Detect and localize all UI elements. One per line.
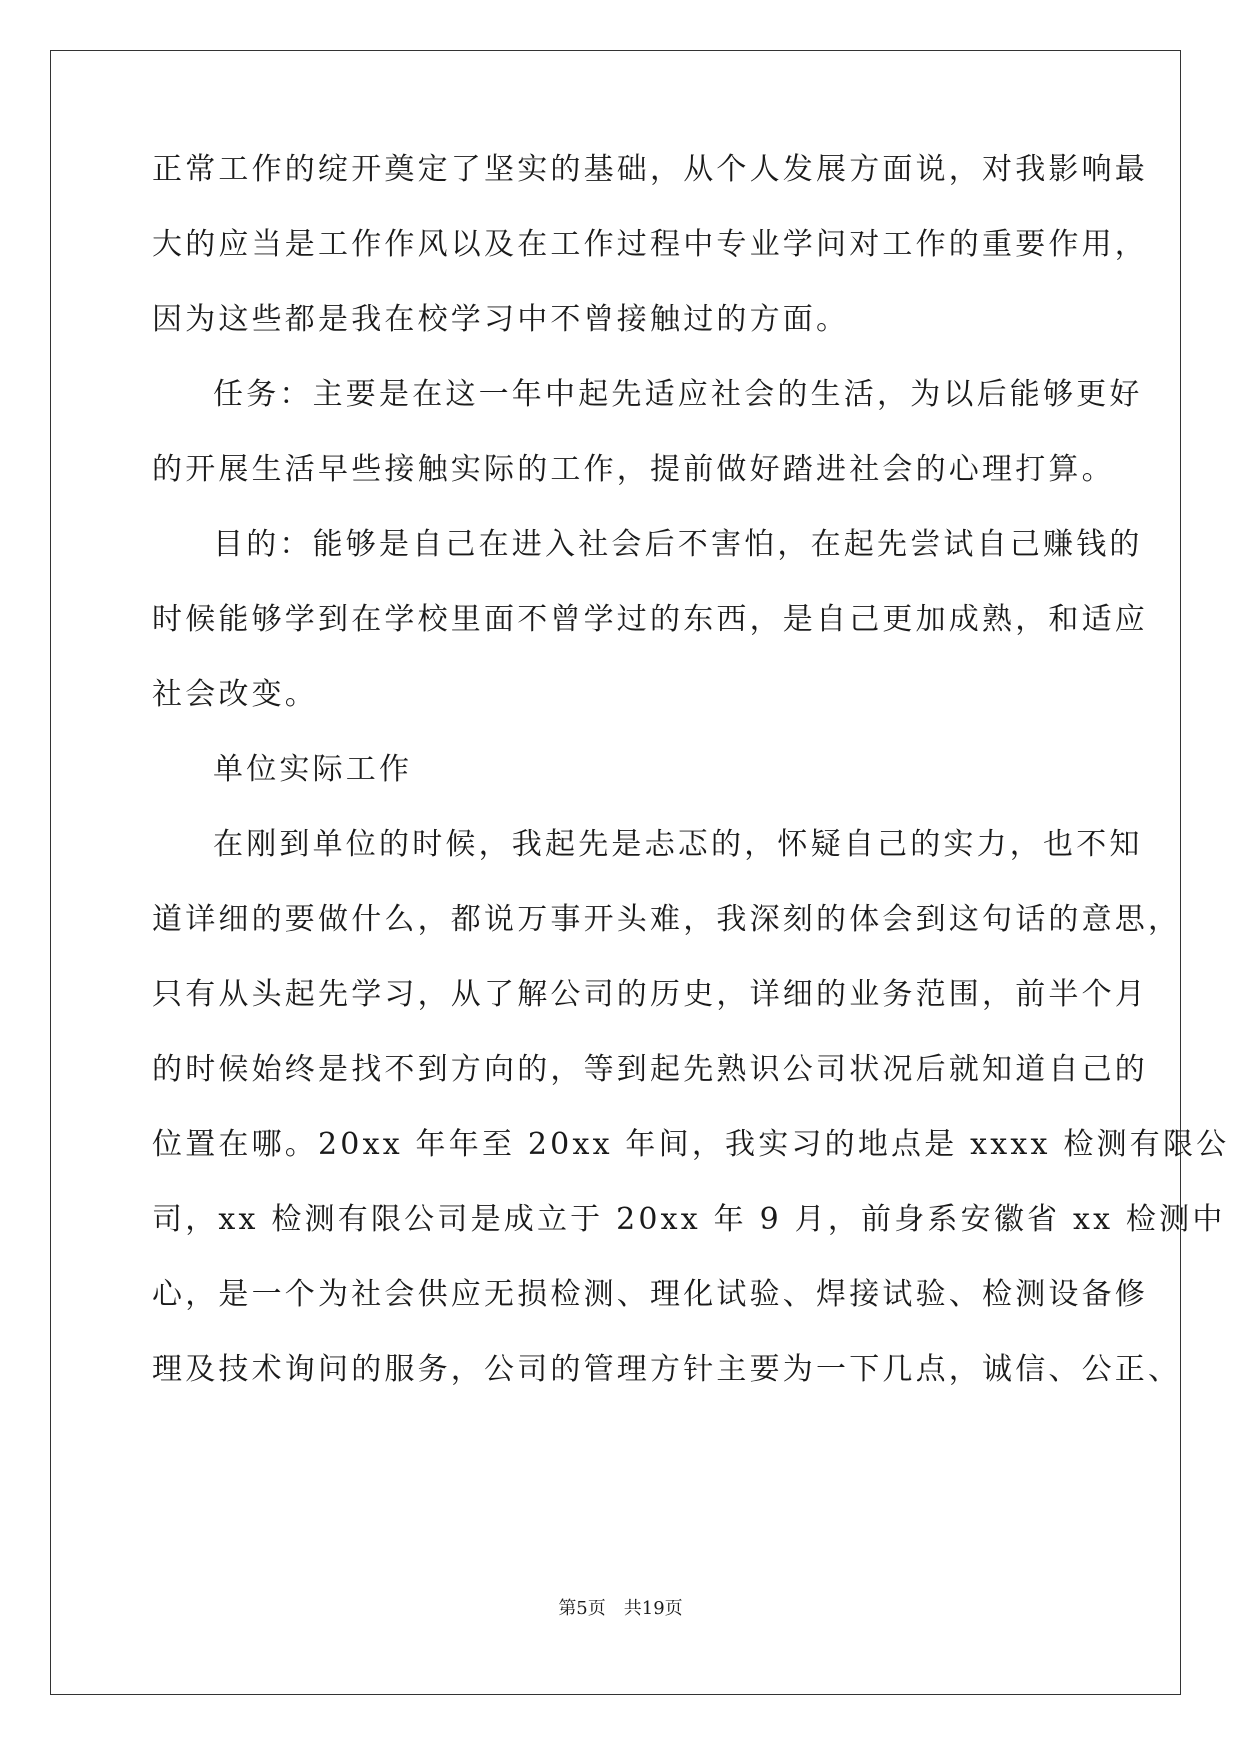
text-line-2: 大的应当是工作作风以及在工作过程中专业学问对工作的重要作用，: [152, 227, 1148, 262]
current-page-number: 第5页: [558, 1598, 606, 1619]
total-pages: 共19页: [623, 1598, 683, 1619]
text-line-14: 位置在哪。20xx 年年至 20xx 年间，我实习的地点是 xxxx 检测有限公: [152, 1127, 1230, 1162]
text-line-3: 因为这些都是我在校学习中不曾接触过的方面。: [152, 302, 850, 337]
text-line-5: 的开展生活早些接触实际的工作，提前做好踏进社会的心理打算。: [152, 452, 1115, 487]
text-line-8: 社会改变。: [152, 677, 318, 712]
text-line-15: 司，xx 检测有限公司是成立于 20xx 年 9 月，前身系安徽省 xx 检测中: [152, 1202, 1226, 1237]
text-line-10: 在刚到单位的时候，我起先是忐忑的，怀疑自己的实力，也不知: [213, 827, 1143, 862]
text-line-12: 只有从头起先学习，从了解公司的历史，详细的业务范围，前半个月: [152, 977, 1148, 1012]
text-line-4: 任务：主要是在这一年中起先适应社会的生活，为以后能够更好: [213, 377, 1143, 412]
section-heading: 单位实际工作: [213, 752, 413, 787]
text-line-11: 道详细的要做什么，都说万事开头难，我深刻的体会到这句话的意思，: [152, 902, 1182, 937]
text-line-13: 的时候始终是找不到方向的，等到起先熟识公司状况后就知道自己的: [152, 1052, 1148, 1087]
text-line-16: 心，是一个为社会供应无损检测、理化试验、焊接试验、检测设备修: [152, 1277, 1148, 1312]
page-footer: [0, 1594, 1241, 1624]
text-line-7: 时候能够学到在学校里面不曾学过的东西，是自己更加成熟，和适应: [152, 602, 1148, 637]
text-line-6: 目的：能够是自己在进入社会后不害怕，在起先尝试自己赚钱的: [213, 527, 1143, 562]
text-line-1: 正常工作的绽开奠定了坚实的基础，从个人发展方面说，对我影响最: [152, 152, 1148, 187]
text-line-17: 理及技术询问的服务，公司的管理方针主要为一下几点，诚信、公正、: [152, 1352, 1182, 1387]
